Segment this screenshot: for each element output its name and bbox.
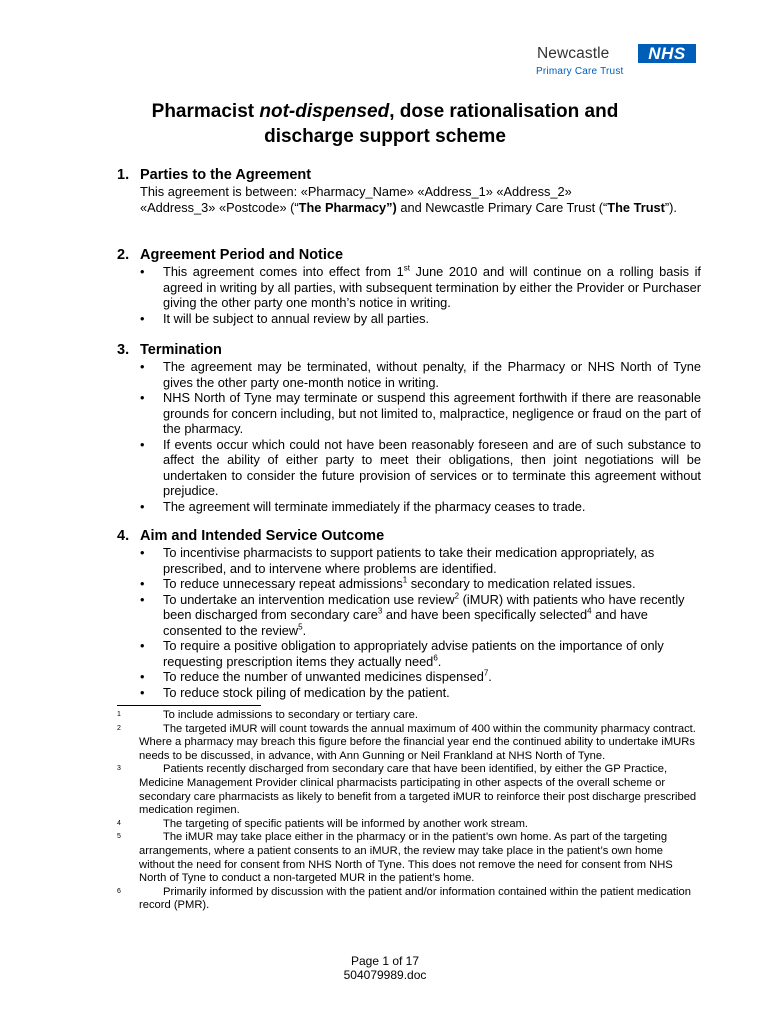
list-item <box>140 545 701 576</box>
item-text: To reduce stock piling of medication by the patient. <box>163 684 450 700</box>
footnote-number: 6 <box>117 887 121 895</box>
item-text: To undertake an intervention medication use review <box>163 591 455 607</box>
footnote-number: 4 <box>117 819 121 827</box>
item-text: If events occur which could not have been reasonably foreseen and are of such substance to affect the ability of either party to meet their obligations, then joint negotiations will be undertaken to consider the future provision of services or to terminate this agreement without prejudice. <box>163 436 701 498</box>
item-text: secondary to medication related issues. <box>407 576 636 591</box>
item-text: NHS North of Tyne may terminate or suspend this agreement forthwith if there are reasonable grounds for concern including, but not limited to, malpractice, negligence or fraud on the part of the pharmacy. <box>163 390 701 436</box>
list-item <box>140 390 701 437</box>
section-title: Aim and Intended Service Outcome <box>140 528 385 544</box>
footnote-number: 1 <box>117 711 121 718</box>
footnote-ref[interactable]: 4 <box>587 606 592 616</box>
bullet-list <box>117 359 701 514</box>
footnote-text: The iMUR may take place either in the pharmacy or in the patient’s own home. As part of the targeting arrangements, where a patient consents to an iMUR, the review may take place in the patient’s own home without the need for consent from NHS North of Tyne. This does not remove the need for consent from NHS North of Tyne to conduct a non-targeted MUR in the patient’s home. <box>139 831 673 885</box>
footnote-text: Primarily informed by discussion with the patient and/or information contained within the patient medication record (PMR). <box>139 885 691 912</box>
footnote <box>117 818 701 832</box>
parties-line2e: ”). <box>664 199 677 215</box>
item-text: . <box>302 622 307 638</box>
footnote <box>117 763 701 817</box>
item-text: June 2010 and will continue on a rolling basis if agreed in writing by all parties, with subsequent termination by either the Provider or Purchaser giving the other party one month’s notice in writing. <box>163 264 701 310</box>
section-parties <box>117 167 701 215</box>
nhs-badge: NHS <box>638 44 696 63</box>
bullet-icon: • <box>140 310 145 326</box>
section-title: Agreement Period and Notice <box>140 247 344 263</box>
list-item <box>140 436 701 499</box>
item-text: It will be subject to annual review by all parties. <box>163 310 430 326</box>
page-number: Page 1 of 17 <box>350 954 420 968</box>
bullet-icon: • <box>140 498 145 514</box>
footnote-text: Patients recently discharged from secondary care that have been identified, by either the GP Practice, Medicine Management Provider clinical pharmacists participating in other aspects of the overall scheme or secondary care pharmacists as likely to benefit from a targeted iMUR to reinforce their post discharge prescribed medication regimen. <box>139 763 697 817</box>
superscript: st <box>403 263 410 273</box>
logo-org-name: Newcastle <box>537 45 610 62</box>
title-line2: discharge support scheme <box>264 126 506 147</box>
bullet-list <box>117 545 701 700</box>
pharmacy-label: The Pharmacy”) <box>298 199 397 215</box>
footnote-ref[interactable]: 3 <box>377 606 383 616</box>
section-number: 1. <box>117 167 130 183</box>
footnote <box>117 886 701 913</box>
bullet-icon: • <box>140 390 145 405</box>
footnote-text: To include admissions to secondary or tertiary care. <box>163 709 418 721</box>
section-number: 4. <box>117 528 130 544</box>
item-text: (iMUR) with patients who have recently been discharged from secondary care <box>163 591 685 622</box>
page-footer <box>0 954 770 982</box>
trust-label: The Trust <box>607 199 665 215</box>
section-title: Termination <box>140 342 222 358</box>
footnote-ref[interactable]: 1 <box>402 575 408 585</box>
footnote-text: The targeted iMUR will count towards the annual maximum of 400 within the community pharmacy contract. Where a pharmacy may breach this figure before the financial year end the continued ability to undertake iMURs needs to be discussed, in advance, with Ann Gunning or Neil Frankland at NHS North of Tyne. <box>139 722 696 762</box>
parties-line1: This agreement is between: «Pharmacy_Name» «Address_1» «Address_2» <box>140 184 572 199</box>
parties-text <box>117 184 701 215</box>
footnote <box>117 831 701 885</box>
bullet-icon: • <box>140 545 145 560</box>
item-text: The agreement will terminate immediately if the pharmacy ceases to trade. <box>163 498 586 514</box>
bullet-icon: • <box>140 264 145 279</box>
section-number: 3. <box>117 342 130 358</box>
title-part2: , dose rationalisation and <box>389 101 619 122</box>
item-text: . <box>437 653 442 669</box>
footnote-text: The targeting of specific patients will be informed by another work stream. <box>163 817 529 830</box>
list-item <box>140 684 701 701</box>
footnote-separator <box>117 705 261 706</box>
item-text: This agreement comes into effect from 1 <box>163 264 404 279</box>
title-emphasis: not-dispensed <box>259 101 390 122</box>
footnote-ref[interactable]: 6 <box>433 653 438 663</box>
section-heading <box>117 528 701 545</box>
footnote-ref[interactable]: 7 <box>483 668 489 678</box>
list-item <box>140 310 701 327</box>
footnote <box>117 723 701 764</box>
item-text: . <box>488 669 492 684</box>
bullet-icon: • <box>140 591 145 607</box>
footnote-number: 5 <box>117 833 121 841</box>
section-termination <box>117 342 701 514</box>
item-text: and have consented to the review <box>163 607 648 638</box>
list-item <box>140 638 701 669</box>
item-text: To require a positive obligation to appropriately advise patients on the importance of only requesting prescription items they actually need <box>163 638 664 669</box>
item-text: The agreement may be terminated, without penalty, if the Pharmacy or NHS North of Tyne gives the other party one-month notice in writing. <box>163 359 701 390</box>
footnote-ref[interactable]: 2 <box>454 591 460 601</box>
list-item <box>140 668 701 685</box>
section-aim <box>117 528 701 700</box>
section-heading <box>117 167 701 184</box>
section-heading <box>117 342 701 359</box>
bullet-icon: • <box>140 638 145 653</box>
section-number: 2. <box>117 247 130 263</box>
parties-line2a: «Address_3» «Postcode» (“ <box>140 199 299 215</box>
item-text: To reduce the number of unwanted medicines dispensed <box>163 669 484 684</box>
list-item <box>140 498 701 515</box>
footnote <box>117 709 701 723</box>
nhs-logo <box>536 42 701 82</box>
footnotes <box>117 709 701 913</box>
bullet-icon: • <box>140 359 145 374</box>
bullet-icon: • <box>140 669 145 684</box>
item-text: To reduce unnecessary repeat admissions <box>163 576 403 591</box>
item-text: To incentivise pharmacists to support patients to take their medication appropriately, as prescribed, and to intervene where problems are identified. <box>163 545 655 576</box>
section-title: Parties to the Agreement <box>140 167 312 183</box>
bullet-icon: • <box>140 436 145 452</box>
list-item <box>140 575 701 592</box>
footnote-ref[interactable]: 5 <box>298 622 303 632</box>
list-item <box>140 359 701 390</box>
section-agreement-period <box>117 247 701 326</box>
section-heading <box>117 247 701 264</box>
parties-line2c: and Newcastle Primary Care Trust (“ <box>396 199 608 215</box>
document-title <box>80 99 690 149</box>
bullet-list <box>117 264 701 326</box>
bullet-icon: • <box>140 684 145 700</box>
item-text: and have been specifically selected <box>382 607 588 622</box>
title-part1: Pharmacist <box>151 101 260 122</box>
list-item <box>140 591 701 639</box>
footnote-number: 3 <box>117 765 121 773</box>
logo-subtitle: Primary Care Trust <box>536 66 624 77</box>
list-item <box>140 263 701 311</box>
bullet-icon: • <box>140 576 145 591</box>
footnote-number: 2 <box>117 724 121 732</box>
file-name: 504079989.doc <box>343 968 427 982</box>
